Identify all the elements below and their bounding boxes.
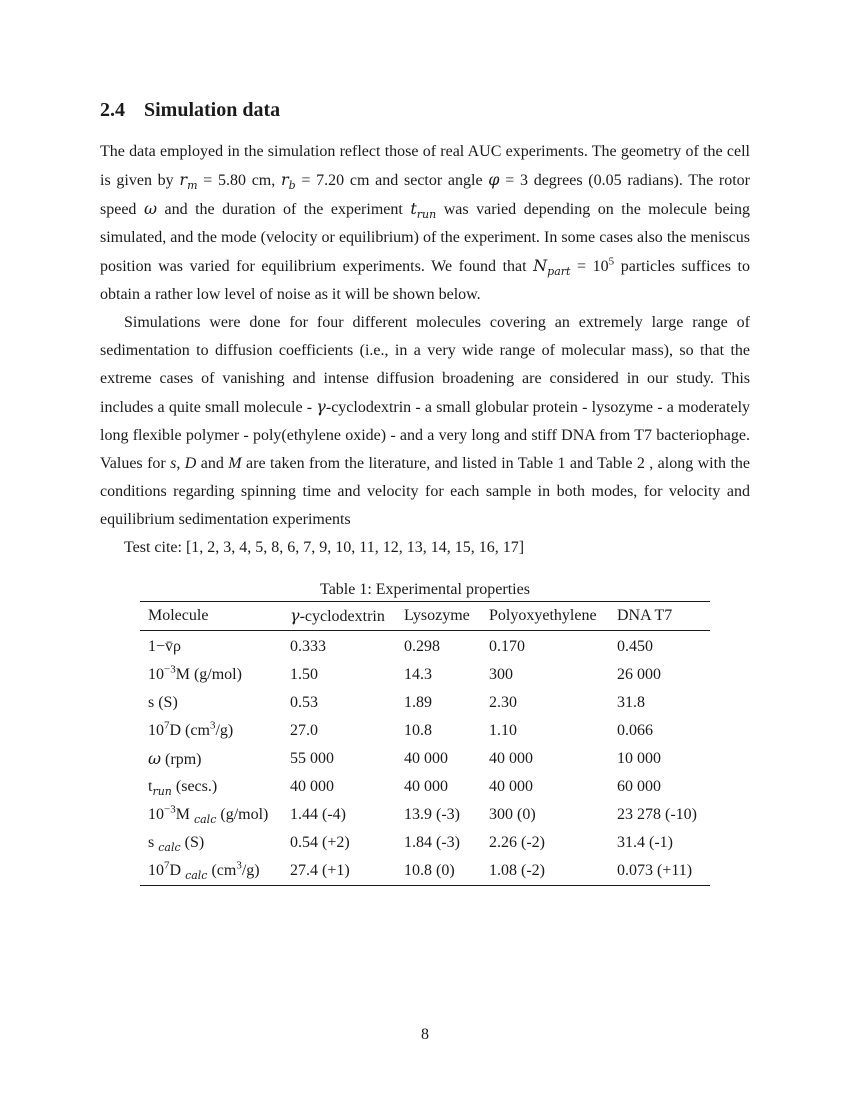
table-cell: 31.8 <box>617 694 645 711</box>
table-cell: 0.333 <box>290 638 326 655</box>
table-cell: 0.073 (+11) <box>617 862 693 879</box>
label-part: 10 <box>148 722 164 739</box>
label-part: (rpm) <box>161 751 202 768</box>
text-run: Simulations were done for four different molecules covering an extremely large range of sedimentation to diffusion coefficients (i.e., in a very wide range of molecular mass), so that the extreme cases of vanishing and intense diffusion broadening are considered in our study. This includes a quite small molecule - <box>100 314 750 416</box>
table-cell: 40 000 <box>290 778 334 795</box>
label-superscript: 7 <box>164 719 170 732</box>
table-cell: 1.50 <box>290 666 318 683</box>
table-cell: 40 000 <box>404 778 448 795</box>
label-part: (g/mol) <box>216 806 269 823</box>
label-subscript: run <box>152 785 172 799</box>
experimental-properties-table <box>140 601 710 886</box>
math-symbol: r <box>280 170 289 189</box>
label-part: 10 <box>148 862 164 879</box>
text-run: and the duration of the experiment <box>156 201 411 218</box>
table-cell: 55 000 <box>290 750 334 767</box>
text-run: -cyclodextrin - a small globular protein - lysozyme - a moderately long flexible polymer - poly(ethylene oxide) - and a very long and stiff DNA from T7 bacteriophage. Values for <box>100 399 751 472</box>
table-row <box>140 661 710 689</box>
table-cell: 1.89 <box>404 694 432 711</box>
header-text: -cyclodextrin <box>299 608 385 625</box>
table-cell: 300 <box>489 666 513 683</box>
label-subscript: calc <box>185 869 208 883</box>
text-run: and <box>196 455 229 472</box>
math-symbol: γ <box>290 606 300 625</box>
row-label <box>140 661 282 689</box>
table-row <box>140 801 710 829</box>
math-subscript: m <box>187 179 198 193</box>
section-number: 2.4 <box>100 99 125 121</box>
table-cell: 0.450 <box>617 638 653 655</box>
math-superscript: 5 <box>608 255 615 268</box>
label-superscript: 7 <box>164 859 170 872</box>
math-symbol: D <box>184 455 197 472</box>
label-part: D (cm <box>169 722 210 739</box>
label-part: s <box>148 834 159 851</box>
table-row <box>140 773 710 801</box>
table-row <box>140 689 710 717</box>
table-cell: 10.8 (0) <box>404 862 455 879</box>
label-part: /g) <box>241 862 260 879</box>
label-superscript: −3 <box>164 803 176 816</box>
header-polyoxyethylene: Polyoxyethylene <box>489 607 597 624</box>
label-subscript: calc <box>158 841 181 855</box>
math-symbol: ω <box>148 749 162 768</box>
math-symbol: M <box>228 455 242 472</box>
label-part: 10 <box>148 666 164 683</box>
table-cell: 26 000 <box>617 666 661 683</box>
header-dna-t7: DNA T7 <box>617 607 673 624</box>
table-cell: 2.26 (-2) <box>489 834 545 851</box>
table-cell: 1.44 (-4) <box>290 806 346 823</box>
table-cell: 40 000 <box>404 750 448 767</box>
table-1 <box>140 580 710 886</box>
text-run: are taken from the literature, and listed in Table 1 and Table 2 , along with the conditions regarding spinning time and velocity for each sample in both modes, for velocity and equilibrium sedimentation experiments <box>100 455 751 528</box>
text-run: = 10 <box>570 258 609 275</box>
table-cell: 0.54 (+2) <box>290 834 350 851</box>
row-label <box>140 829 282 857</box>
table-cell: 2.30 <box>489 694 517 711</box>
table-row <box>140 717 710 745</box>
text-run: , <box>176 455 185 472</box>
row-label: 1−v̄ρ <box>148 638 182 655</box>
table-cell: 40 000 <box>489 750 533 767</box>
label-part: M (g/mol) <box>175 666 242 683</box>
text-run: particles suffices to obtain a rather low level of noise as it will be shown below. <box>100 258 751 303</box>
math-symbol: t <box>410 199 417 218</box>
label-subscript: calc <box>193 813 217 827</box>
text-run: = 5.80 cm, <box>197 172 281 189</box>
label-superscript: 3 <box>209 719 216 732</box>
table-cell: 0.066 <box>617 722 653 739</box>
math-symbol: N <box>533 256 548 275</box>
table-cell: 0.170 <box>489 638 525 655</box>
label-superscript: 3 <box>236 859 242 872</box>
table-cell: 31.4 (-1) <box>617 834 673 851</box>
table-cell: 1.84 (-3) <box>404 834 460 851</box>
paragraph-1 <box>100 138 750 309</box>
table-cell: 14.3 <box>404 666 432 683</box>
page-content <box>100 96 750 562</box>
label-part: (S) <box>180 834 205 851</box>
math-subscript: b <box>288 179 296 193</box>
text-run: = 7.20 cm and sector angle <box>295 172 489 189</box>
text-run: was varied depending on the molecule being simulated, and the mode (velocity or equilibrium) of the experiment. In some cases also the meniscus position was varied for equilibrium experiments. We found that <box>100 201 750 275</box>
row-label <box>140 801 282 829</box>
row-label <box>140 857 282 886</box>
page-number: 8 <box>421 1026 429 1043</box>
table-cell: 1.10 <box>489 722 517 739</box>
test-cite: Test cite: [1, 2, 3, 4, 5, 8, 6, 7, 9, 10, 11, 12, 13, 14, 15, 16, 17] <box>124 539 525 556</box>
table-cell: 60 000 <box>617 778 661 795</box>
label-part: D <box>169 862 186 879</box>
text-run: The data employed in the simulation reflect those of real AUC experiments. The geometry of the cell is given by <box>100 143 750 189</box>
math-symbol: r <box>179 170 188 189</box>
label-part: /g) <box>215 722 234 739</box>
table-cell: 1.08 (-2) <box>489 862 545 879</box>
label-part: M <box>175 806 194 823</box>
table-caption: Table 1: Experimental properties <box>320 581 530 598</box>
table-cell: 27.0 <box>290 722 318 739</box>
label-superscript: −3 <box>164 663 176 676</box>
math-subscript: run <box>416 208 437 222</box>
math-symbol: s <box>170 455 177 472</box>
header-lysozyme: Lysozyme <box>404 607 470 624</box>
table-cell: 10 000 <box>617 750 661 767</box>
label-part: t <box>148 778 153 795</box>
table-cell: 10.8 <box>404 722 432 739</box>
math-symbol: γ <box>316 397 326 416</box>
text-run: = 3 degrees (0.05 radians). The rotor speed <box>100 172 751 218</box>
table-cell: 27.4 (+1) <box>290 862 350 879</box>
table-cell: 13.9 (-3) <box>404 806 460 823</box>
header-cyclodextrin <box>282 602 396 631</box>
math-symbol: φ <box>488 170 500 189</box>
table-row <box>140 829 710 857</box>
row-label: s (S) <box>148 694 178 711</box>
table-cell: 23 278 (-10) <box>617 806 697 823</box>
table-cell: 300 (0) <box>489 806 536 823</box>
table-cell: 0.298 <box>404 638 440 655</box>
row-label <box>140 717 282 745</box>
row-label <box>140 745 282 773</box>
label-part: (cm <box>207 862 237 879</box>
table-header-row <box>140 602 710 631</box>
label-part: (secs.) <box>171 778 218 795</box>
math-symbol: ω <box>143 199 157 218</box>
table-row <box>140 631 710 662</box>
label-part: 10 <box>148 806 164 823</box>
table-cell: 0.53 <box>290 694 318 711</box>
math-subscript: part <box>547 265 571 279</box>
section-heading <box>100 96 750 124</box>
table-row <box>140 857 710 886</box>
section-title: Simulation data <box>144 99 281 121</box>
paragraph-2 <box>100 309 750 534</box>
table-cell: 40 000 <box>489 778 533 795</box>
table-row <box>140 745 710 773</box>
header-molecule: Molecule <box>148 607 209 624</box>
row-label <box>140 773 282 801</box>
